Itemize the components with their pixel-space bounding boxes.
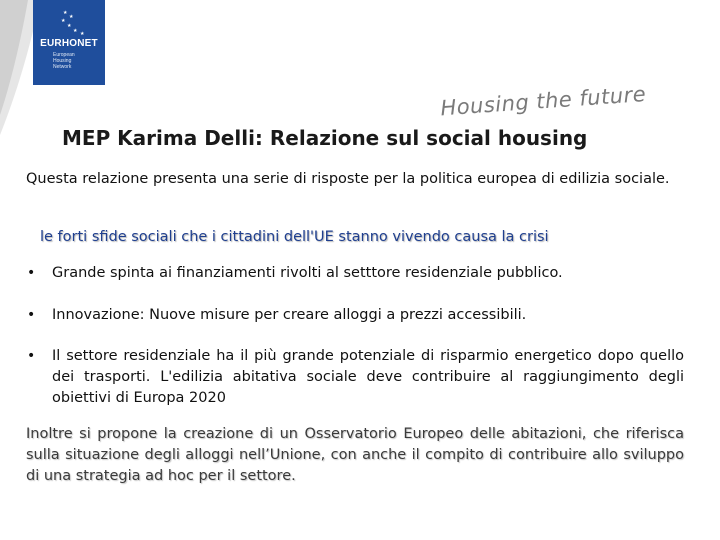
logo-name: EURHONET bbox=[40, 38, 98, 49]
logo-subtitle-line: Housing bbox=[53, 58, 72, 64]
subheading: le forti sfide sociali che i cittadini dell'UE stanno vivendo causa la crisi bbox=[40, 229, 549, 245]
svg-text:★: ★ bbox=[80, 31, 85, 37]
logo-subtitle bbox=[53, 52, 97, 70]
svg-text:★: ★ bbox=[61, 18, 66, 24]
svg-text:★: ★ bbox=[67, 23, 72, 29]
tagline: Housing the future bbox=[439, 82, 647, 121]
bullet-symbol: • bbox=[27, 348, 36, 364]
bullet-item bbox=[26, 263, 684, 284]
page-title: MEP Karima Delli: Relazione sul social housing bbox=[62, 126, 588, 150]
bullet-text: Il settore residenziale ha il più grande potenziale di risparmio energetico dopo quello dei trasporti. L'edilizia abitativa sociale deve contribuire al raggiungimento degli obiettivi di Europa 2020 bbox=[52, 348, 684, 406]
bullet-symbol: • bbox=[27, 307, 36, 323]
svg-text:★: ★ bbox=[63, 10, 68, 16]
svg-text:★: ★ bbox=[69, 14, 74, 20]
svg-text:★: ★ bbox=[73, 28, 78, 34]
bullet-item bbox=[26, 346, 684, 409]
bullet-list bbox=[26, 263, 684, 409]
logo-subtitle-line: European bbox=[53, 52, 75, 58]
bullet-symbol: • bbox=[27, 265, 36, 281]
bullet-text: Grande spinta ai finanziamenti rivolti al setttore residenziale pubblico. bbox=[52, 265, 563, 281]
bullet-item bbox=[26, 305, 684, 326]
eurhonet-logo bbox=[33, 0, 105, 85]
eu-stars-icon bbox=[47, 8, 91, 38]
logo-subtitle-line: Network bbox=[53, 64, 72, 70]
bullet-text: Innovazione: Nuove misure per creare alloggi a prezzi accessibili. bbox=[52, 307, 527, 323]
closing-paragraph: Inoltre si propone la creazione di un Osservatorio Europeo delle abitazioni, che riferisca sulla situazione degli alloggi nell’Unione, con anche il compito di contribuire allo sviluppo di una strategia ad hoc per il settore. bbox=[26, 426, 684, 484]
intro-paragraph: Questa relazione presenta una serie di risposte per la politica europea di edilizia sociale. bbox=[26, 171, 670, 187]
